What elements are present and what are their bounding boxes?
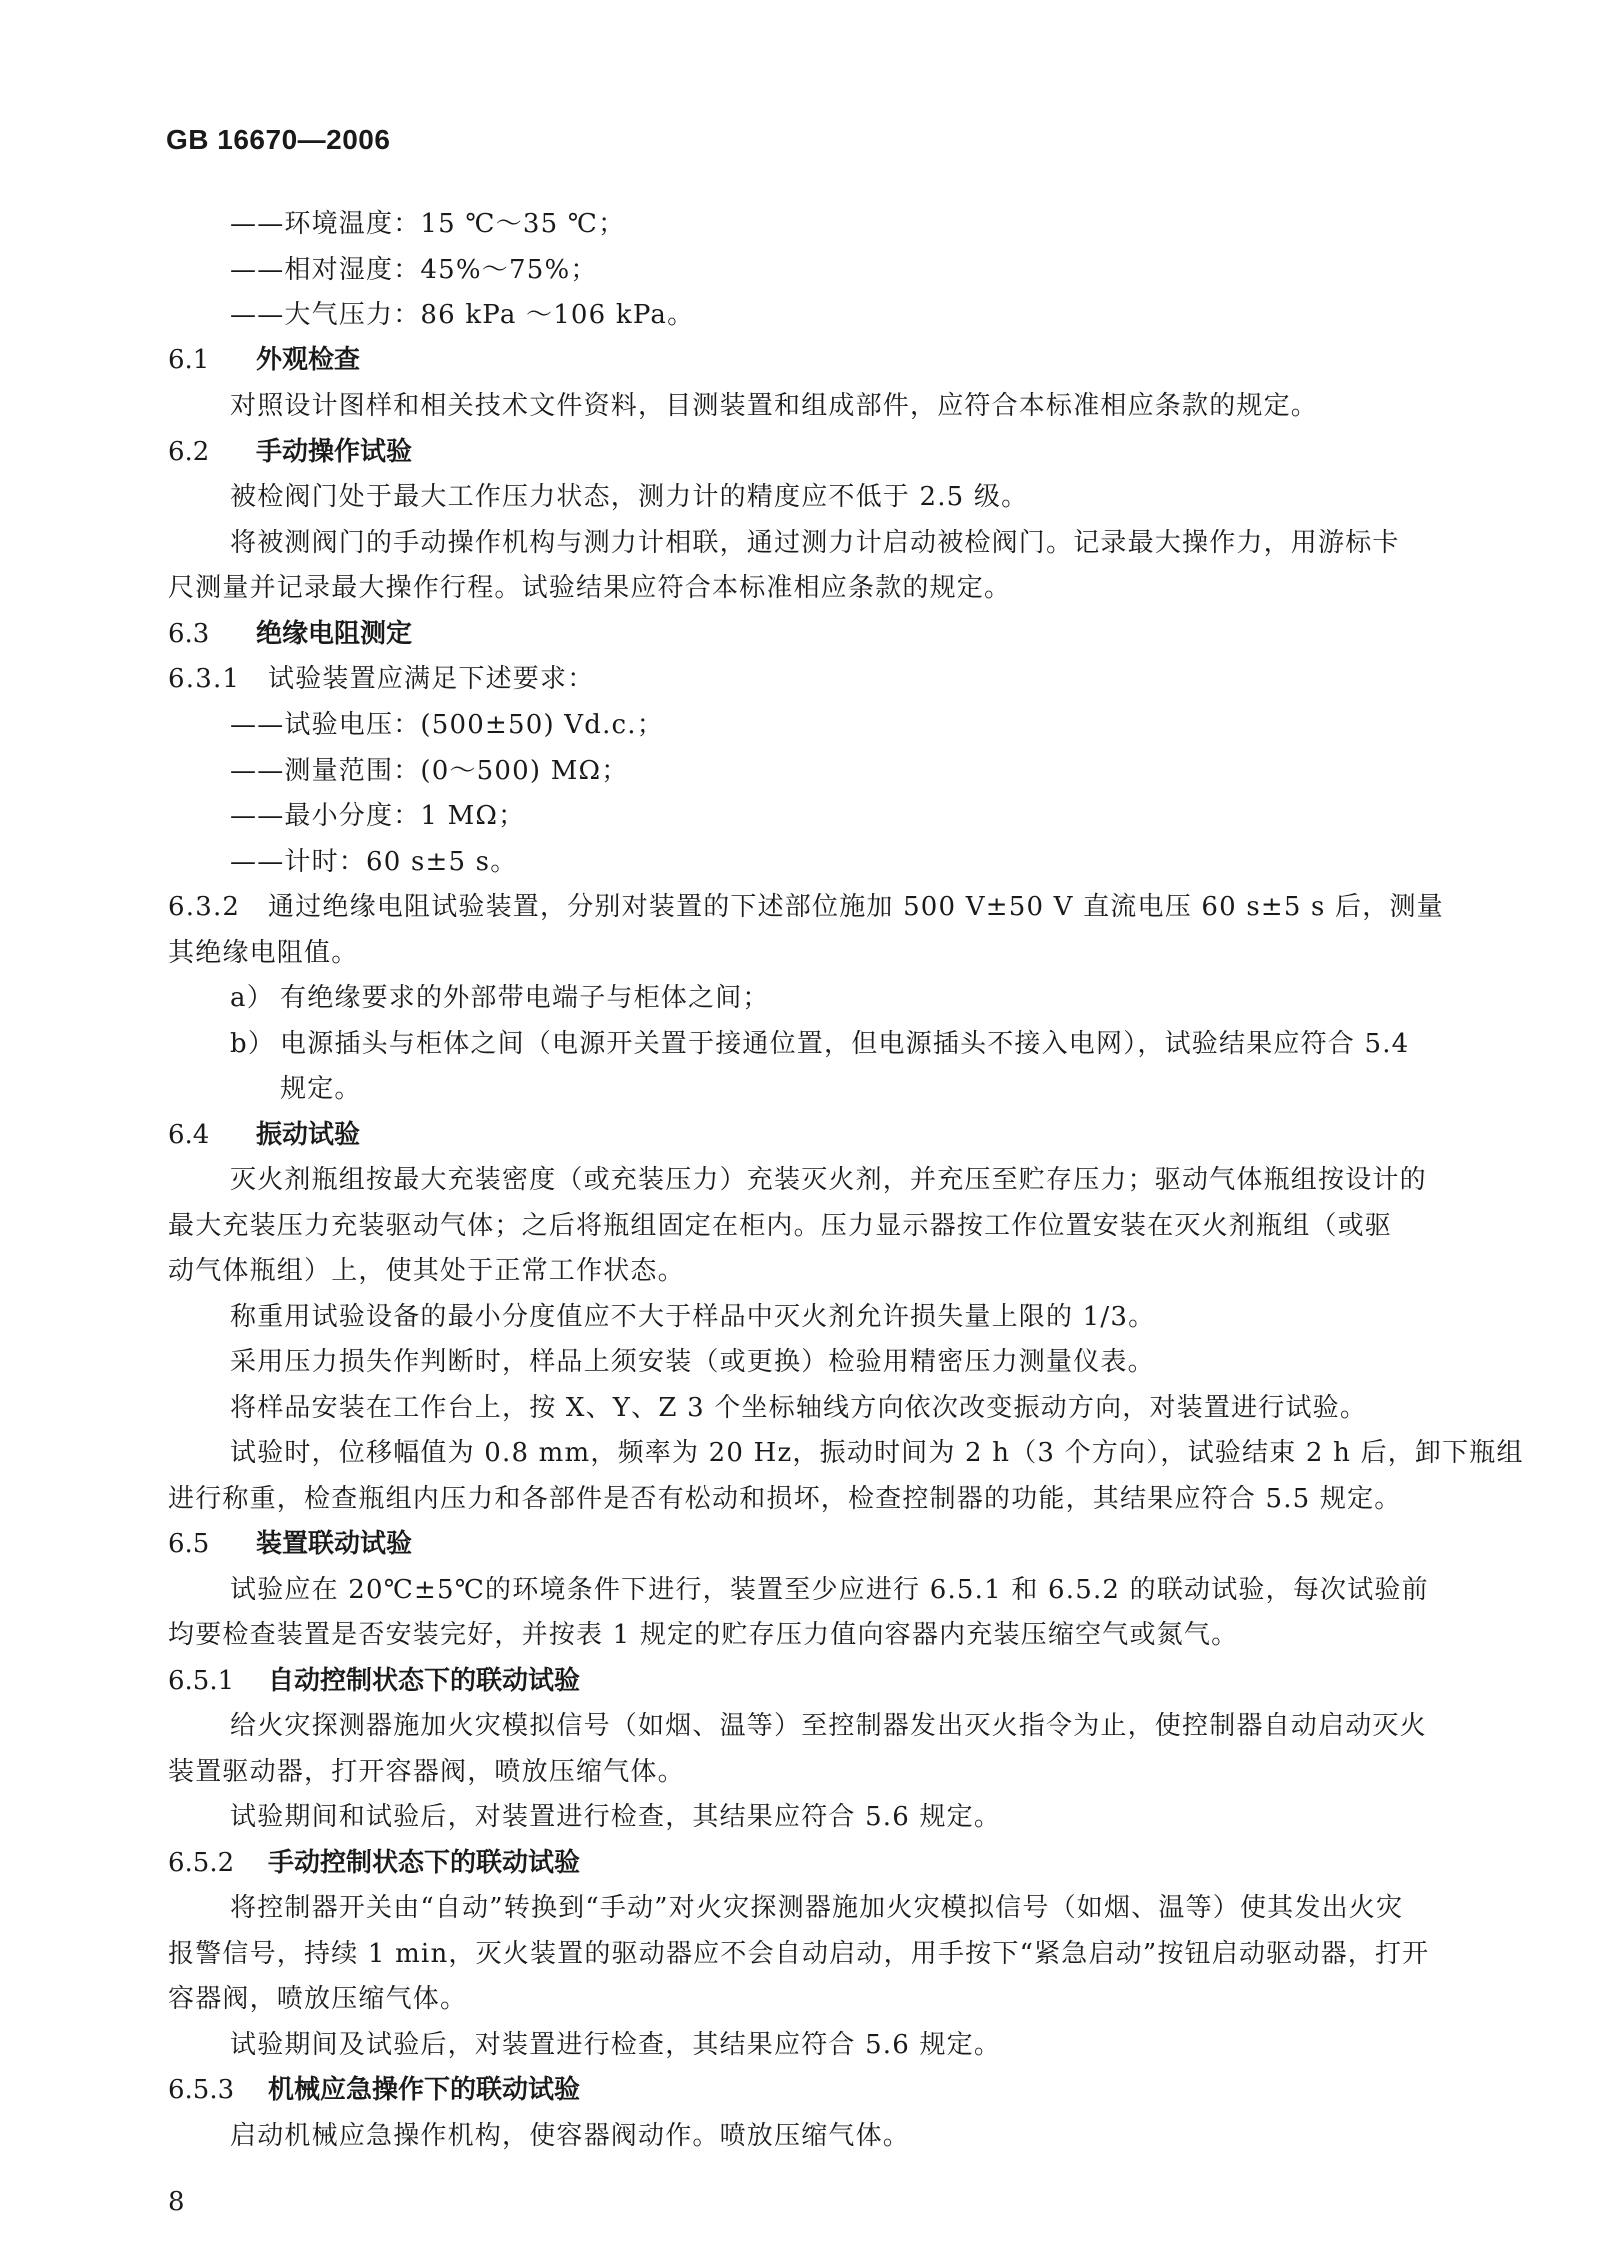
paragraph: 对照设计图样和相关技术文件资料，目测装置和组成部件，应符合本标准相应条款的规定。 bbox=[230, 391, 1319, 421]
section-title: 外观检查 bbox=[256, 345, 361, 375]
section-title: 手动控制状态下的联动试验 bbox=[268, 1848, 581, 1878]
condition-pressure: ——大气压力：86 kPa ～106 kPa。 bbox=[230, 300, 695, 330]
requirement-resolution: ——最小分度：1 MΩ； bbox=[230, 801, 526, 831]
paragraph: 试验期间及试验后，对装置进行检查，其结果应符合 5.6 规定。 bbox=[230, 2030, 1002, 2060]
section-6-5-3-heading bbox=[168, 2074, 580, 2106]
standard-id: GB 16670—2006 bbox=[166, 124, 391, 155]
paragraph: 通过绝缘电阻试验装置，分别对装置的下述部位施加 500 V±50 V 直流电压 60 s±5 s 后，测量 bbox=[268, 892, 1444, 922]
paragraph: 均要检查装置是否安装完好，并按表 1 规定的贮存压力值向容器内充装压缩空气或氮气。 bbox=[168, 1620, 1239, 1650]
paragraph: 试验时，位移幅值为 0.8 mm，频率为 20 Hz，振动时间为 2 h（3 个方向），试验结束 2 h 后，卸下瓶组 bbox=[230, 1438, 1524, 1468]
section-6-5-2-heading bbox=[168, 1847, 580, 1879]
paragraph: 容器阀，喷放压缩气体。 bbox=[168, 1984, 468, 2014]
section-number: 6.3.2 bbox=[168, 892, 241, 922]
paragraph: 试验期间和试验后，对装置进行检查，其结果应符合 5.6 规定。 bbox=[230, 1802, 1002, 1832]
paragraph: 试验装置应满足下述要求： bbox=[268, 664, 595, 694]
paragraph: 启动机械应急操作机构，使容器阀动作。喷放压缩气体。 bbox=[230, 2121, 911, 2151]
section-6-5-1-heading bbox=[168, 1665, 580, 1697]
list-text: 有绝缘要求的外部带电端子与柜体之间； bbox=[280, 983, 770, 1013]
page-number: 8 bbox=[168, 2187, 185, 2217]
list-label: a） bbox=[230, 983, 274, 1013]
list-text-continued: 规定。 bbox=[280, 1074, 362, 1104]
paragraph: 采用压力损失作判断时，样品上须安装（或更换）检验用精密压力测量仪表。 bbox=[230, 1347, 1155, 1377]
section-title: 绝缘电阻测定 bbox=[256, 619, 413, 649]
paragraph: 动气体瓶组）上，使其处于正常工作状态。 bbox=[168, 1256, 685, 1286]
section-6-3-2 bbox=[168, 891, 1444, 923]
paragraph: 最大充装压力充装驱动气体；之后将瓶组固定在柜内。压力显示器按工作位置安装在灭火剂瓶组（或驱 bbox=[168, 1211, 1393, 1241]
section-6-3-1 bbox=[168, 663, 594, 695]
list-item-b bbox=[230, 1028, 1409, 1060]
requirement-voltage: ——试验电压：(500±50) Vd.c.； bbox=[230, 710, 664, 740]
section-number: 6.5.2 bbox=[168, 1848, 235, 1878]
section-title: 振动试验 bbox=[256, 1120, 361, 1150]
paragraph: 尺测量并记录最大操作行程。试验结果应符合本标准相应条款的规定。 bbox=[168, 573, 1012, 603]
condition-humidity: ——相对湿度：45%～75%； bbox=[230, 255, 598, 285]
section-number: 6.4 bbox=[168, 1120, 210, 1150]
section-number: 6.1 bbox=[168, 345, 210, 375]
section-number: 6.5.1 bbox=[168, 1666, 235, 1696]
paragraph: 装置驱动器，打开容器阀，喷放压缩气体。 bbox=[168, 1757, 685, 1787]
requirement-range: ——测量范围：(0～500) MΩ； bbox=[230, 756, 629, 786]
paragraph: 报警信号，持续 1 min，灭火装置的驱动器应不会自动启动，用手按下“紧急启动”按钮启动驱动器，打开 bbox=[168, 1939, 1430, 1969]
list-item-a bbox=[230, 982, 770, 1014]
section-title: 自动控制状态下的联动试验 bbox=[268, 1666, 581, 1696]
section-6-3-heading bbox=[168, 618, 412, 650]
list-text: 电源插头与柜体之间（电源开关置于接通位置，但电源插头不接入电网），试验结果应符合 5.4 bbox=[280, 1029, 1410, 1059]
paragraph: 将被测阀门的手动操作机构与测力计相联，通过测力计启动被检阀门。记录最大操作力，用游标卡 bbox=[230, 528, 1400, 558]
section-title: 机械应急操作下的联动试验 bbox=[268, 2075, 581, 2105]
section-number: 6.5 bbox=[168, 1529, 210, 1559]
paragraph: 称重用试验设备的最小分度值应不大于样品中灭火剂允许损失量上限的 1/3。 bbox=[230, 1302, 1156, 1332]
section-number: 6.2 bbox=[168, 437, 210, 467]
paragraph: 将控制器开关由“自动”转换到“手动”对火灾探测器施加火灾模拟信号（如烟、温等）使其发出火灾 bbox=[230, 1893, 1404, 1923]
section-number: 6.3 bbox=[168, 619, 210, 649]
paragraph: 其绝缘电阻值。 bbox=[168, 938, 359, 968]
section-6-1-heading bbox=[168, 344, 360, 376]
paragraph: 灭火剂瓶组按最大充装密度（或充装压力）充装灭火剂，并充压至贮存压力；驱动气体瓶组按设计的 bbox=[230, 1165, 1427, 1195]
section-title: 手动操作试验 bbox=[256, 437, 413, 467]
requirement-timing: ——计时：60 s±5 s。 bbox=[230, 847, 518, 877]
condition-temperature: ——环境温度：15 ℃～35 ℃； bbox=[230, 209, 626, 239]
paragraph: 给火灾探测器施加火灾模拟信号（如烟、温等）至控制器发出灭火指令为止，使控制器自动启动灭火 bbox=[230, 1711, 1427, 1741]
paragraph: 将样品安装在工作台上，按 X、Y、Z 3 个坐标轴线方向依次改变振动方向，对装置进行试验。 bbox=[230, 1393, 1368, 1423]
section-6-4-heading bbox=[168, 1119, 360, 1151]
paragraph: 被检阀门处于最大工作压力状态，测力计的精度应不低于 2.5 级。 bbox=[230, 482, 1029, 512]
section-6-5-heading bbox=[168, 1528, 412, 1560]
paragraph: 进行称重，检查瓶组内压力和各部件是否有松动和损坏，检查控制器的功能，其结果应符合 5.5 规定。 bbox=[168, 1484, 1402, 1514]
section-number: 6.3.1 bbox=[168, 664, 241, 694]
section-number: 6.5.3 bbox=[168, 2075, 235, 2105]
section-title: 装置联动试验 bbox=[256, 1529, 413, 1559]
paragraph: 试验应在 20℃±5℃的环境条件下进行，装置至少应进行 6.5.1 和 6.5.2 的联动试验，每次试验前 bbox=[230, 1575, 1429, 1605]
section-6-2-heading bbox=[168, 436, 412, 468]
list-label: b） bbox=[230, 1029, 276, 1059]
